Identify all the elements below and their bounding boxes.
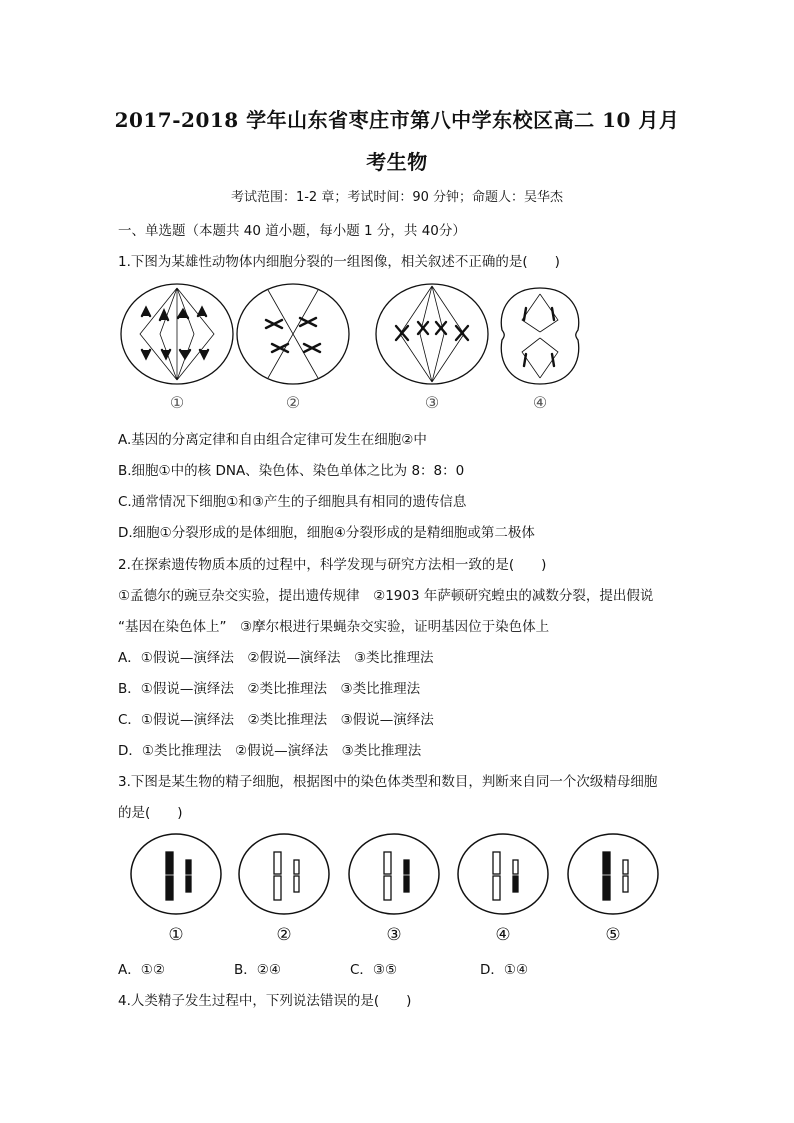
q2-stem: 2.在探索遗传物质本质的过程中，科学发现与研究方法相一致的是( ): [118, 557, 547, 573]
exam-meta: 考试范围：1-2 章；考试时间：90 分钟；命题人：吴华杰: [230, 190, 564, 205]
q1-label-1: ①: [169, 393, 185, 412]
exam-title-line2: 考生物: [366, 150, 428, 174]
q3-option-b: B．②④: [234, 962, 281, 978]
q1-option-c: C.通常情况下细胞①和③产生的子细胞具有相同的遗传信息: [118, 494, 467, 510]
q1-label-2: ②: [285, 393, 301, 412]
sperm-cell-4: [458, 834, 548, 914]
sperm-cell-2: [239, 834, 329, 914]
q1-label-4: ④: [532, 393, 548, 412]
q3-option-d: D．①④: [480, 962, 529, 978]
sperm-cell-1: [131, 834, 221, 914]
q2-option-d: D．①类比推理法 ②假说—演绎法 ③类比推理法: [118, 743, 422, 759]
q3-option-c: C．③⑤: [350, 962, 398, 978]
q3-label-1: ①: [168, 925, 184, 945]
cell-3: [376, 284, 488, 384]
q3-label-5: ⑤: [605, 925, 621, 945]
q3-stem-line1: 3.下图是某生物的精子细胞，根据图中的染色体类型和数目，判断来自同一个次级精母细胞: [118, 774, 658, 790]
q1-option-d: D.细胞①分裂形成的是体细胞，细胞④分裂形成的是精细胞或第二极体: [118, 525, 535, 541]
q1-option-a: A.基因的分离定律和自由组合定律可发生在细胞②中: [118, 432, 427, 448]
section-heading: 一、单选题（本题共 40 道小题，每小题 1 分，共 40分）: [118, 223, 466, 239]
q3-option-a: A．①②: [118, 962, 165, 978]
q3-label-4: ④: [495, 925, 511, 945]
sperm-cell-3: [349, 834, 439, 914]
q2-text-line2: “基因在染色体上” ③摩尔根进行果蝇杂交实验，证明基因位于染色体上: [118, 619, 550, 635]
q1-option-b: B.细胞①中的核 DNA、染色体、染色单体之比为 8：8：0: [118, 463, 465, 479]
q3-stem-line2: 的是( ): [118, 805, 183, 821]
q2-text-line1: ①孟德尔的豌豆杂交实验，提出遗传规律 ②1903 年萨顿研究蝗虫的减数分裂，提出假说: [118, 588, 654, 604]
q2-option-a: A．①假说—演绎法 ②假说—演绎法 ③类比推理法: [118, 650, 434, 666]
q2-option-c: C．①假说—演绎法 ②类比推理法 ③假说—演绎法: [118, 712, 434, 728]
q1-label-3: ③: [424, 393, 440, 412]
q4-stem: 4.人类精子发生过程中，下列说法错误的是( ): [118, 993, 412, 1009]
q2-option-b: B．①假说—演绎法 ②类比推理法 ③类比推理法: [118, 681, 421, 697]
q1-stem: 1.下图为某雄性动物体内细胞分裂的一组图像，相关叙述不正确的是( ): [118, 254, 560, 270]
q1-cell-division-figure: [118, 280, 598, 416]
cell-4: [501, 288, 578, 384]
q3-label-3: ③: [386, 925, 402, 945]
q3-label-2: ②: [276, 925, 292, 945]
q3-sperm-cells-figure: [128, 830, 688, 946]
exam-title-line1: 2017-2018 学年山东省枣庄市第八中学东校区高二 10 月月: [114, 108, 680, 132]
sperm-cell-5: [568, 834, 658, 914]
